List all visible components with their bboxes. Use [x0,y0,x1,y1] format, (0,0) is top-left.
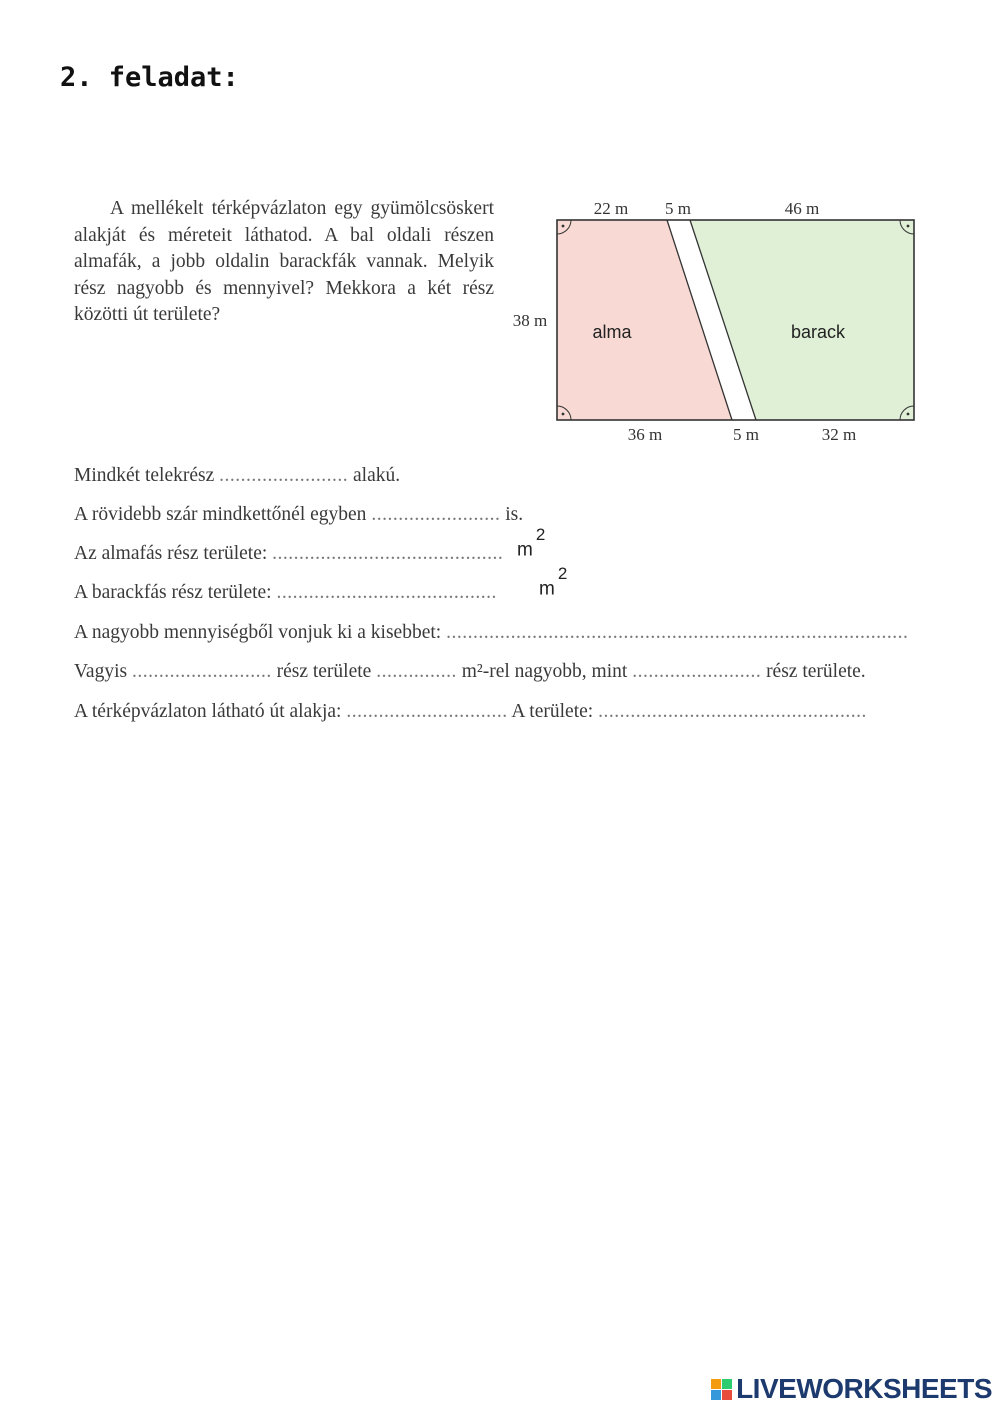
top-label-3: 46 m [784,199,820,218]
blank-shorter-side[interactable]: ........................ [371,504,501,525]
unit-barack-area: $m^2$ [539,564,568,600]
top-label-2: 5 m [665,199,691,218]
garden-map-diagram [500,190,930,455]
blank-difference[interactable]: ............... [376,661,457,682]
task-description: A mellékelt térképvázlaton egy gyümölcsöskert alakját és méreteit láthatod. A bal oldali részen almafák, a jobb oldalin barackfák vannak. Melyik rész nagyobb és mennyivel? Mekkora a két rész közötti út területe? [74,198,494,325]
blank-barack-area[interactable]: ......................................... [276,582,497,603]
answer-line-barack-area: A barackfás rész területe: ......................................... [74,582,497,603]
barack-label: barack [790,322,846,342]
answer-line-path: A térképvázlaton látható út alakja: .............................. A területe: .................................................. [74,701,867,722]
unit-alma-area: $m^2$ [517,525,546,561]
answer-line-alma-area: Az almafás rész területe: ........................................... [74,543,504,564]
blank-larger-part[interactable]: .......................... [131,661,272,682]
bottom-label-3: 32 m [821,425,857,444]
side-label: 38 m [512,311,548,330]
exercise-title: 2. feladat: [60,62,239,93]
answer-line-subtraction: A nagyobb mennyiségből vonjuk ki a kisebbet: ...................................................................................... [74,622,909,643]
alma-label: alma [592,322,632,342]
bottom-label-2: 5 m [733,425,759,444]
blank-alma-area[interactable]: ........................................... [272,543,504,564]
blank-path-area[interactable]: .................................................. [598,701,867,722]
answer-line-shape: Mindkét telekrész ........................ alakú. [74,465,401,486]
top-label-1: 22 m [593,199,629,218]
logo-icon [711,1379,732,1400]
bottom-label-1: 36 m [627,425,663,444]
answer-line-comparison: Vagyis .......................... rész területe ............... m²-rel nagyobb, mint ........................ rész területe. [74,661,866,682]
answer-line-shorter-side: A rövidebb szár mindkettőnél egyben ........................ is. [74,504,524,525]
blank-path-shape[interactable]: .............................. [346,701,508,722]
blank-subtraction[interactable]: ...................................................................................... [446,622,909,643]
blank-shape[interactable]: ........................ [219,465,349,486]
blank-smaller-part[interactable]: ........................ [632,661,762,682]
liveworksheets-logo: LIVEWORKSHEETS [711,1373,992,1405]
